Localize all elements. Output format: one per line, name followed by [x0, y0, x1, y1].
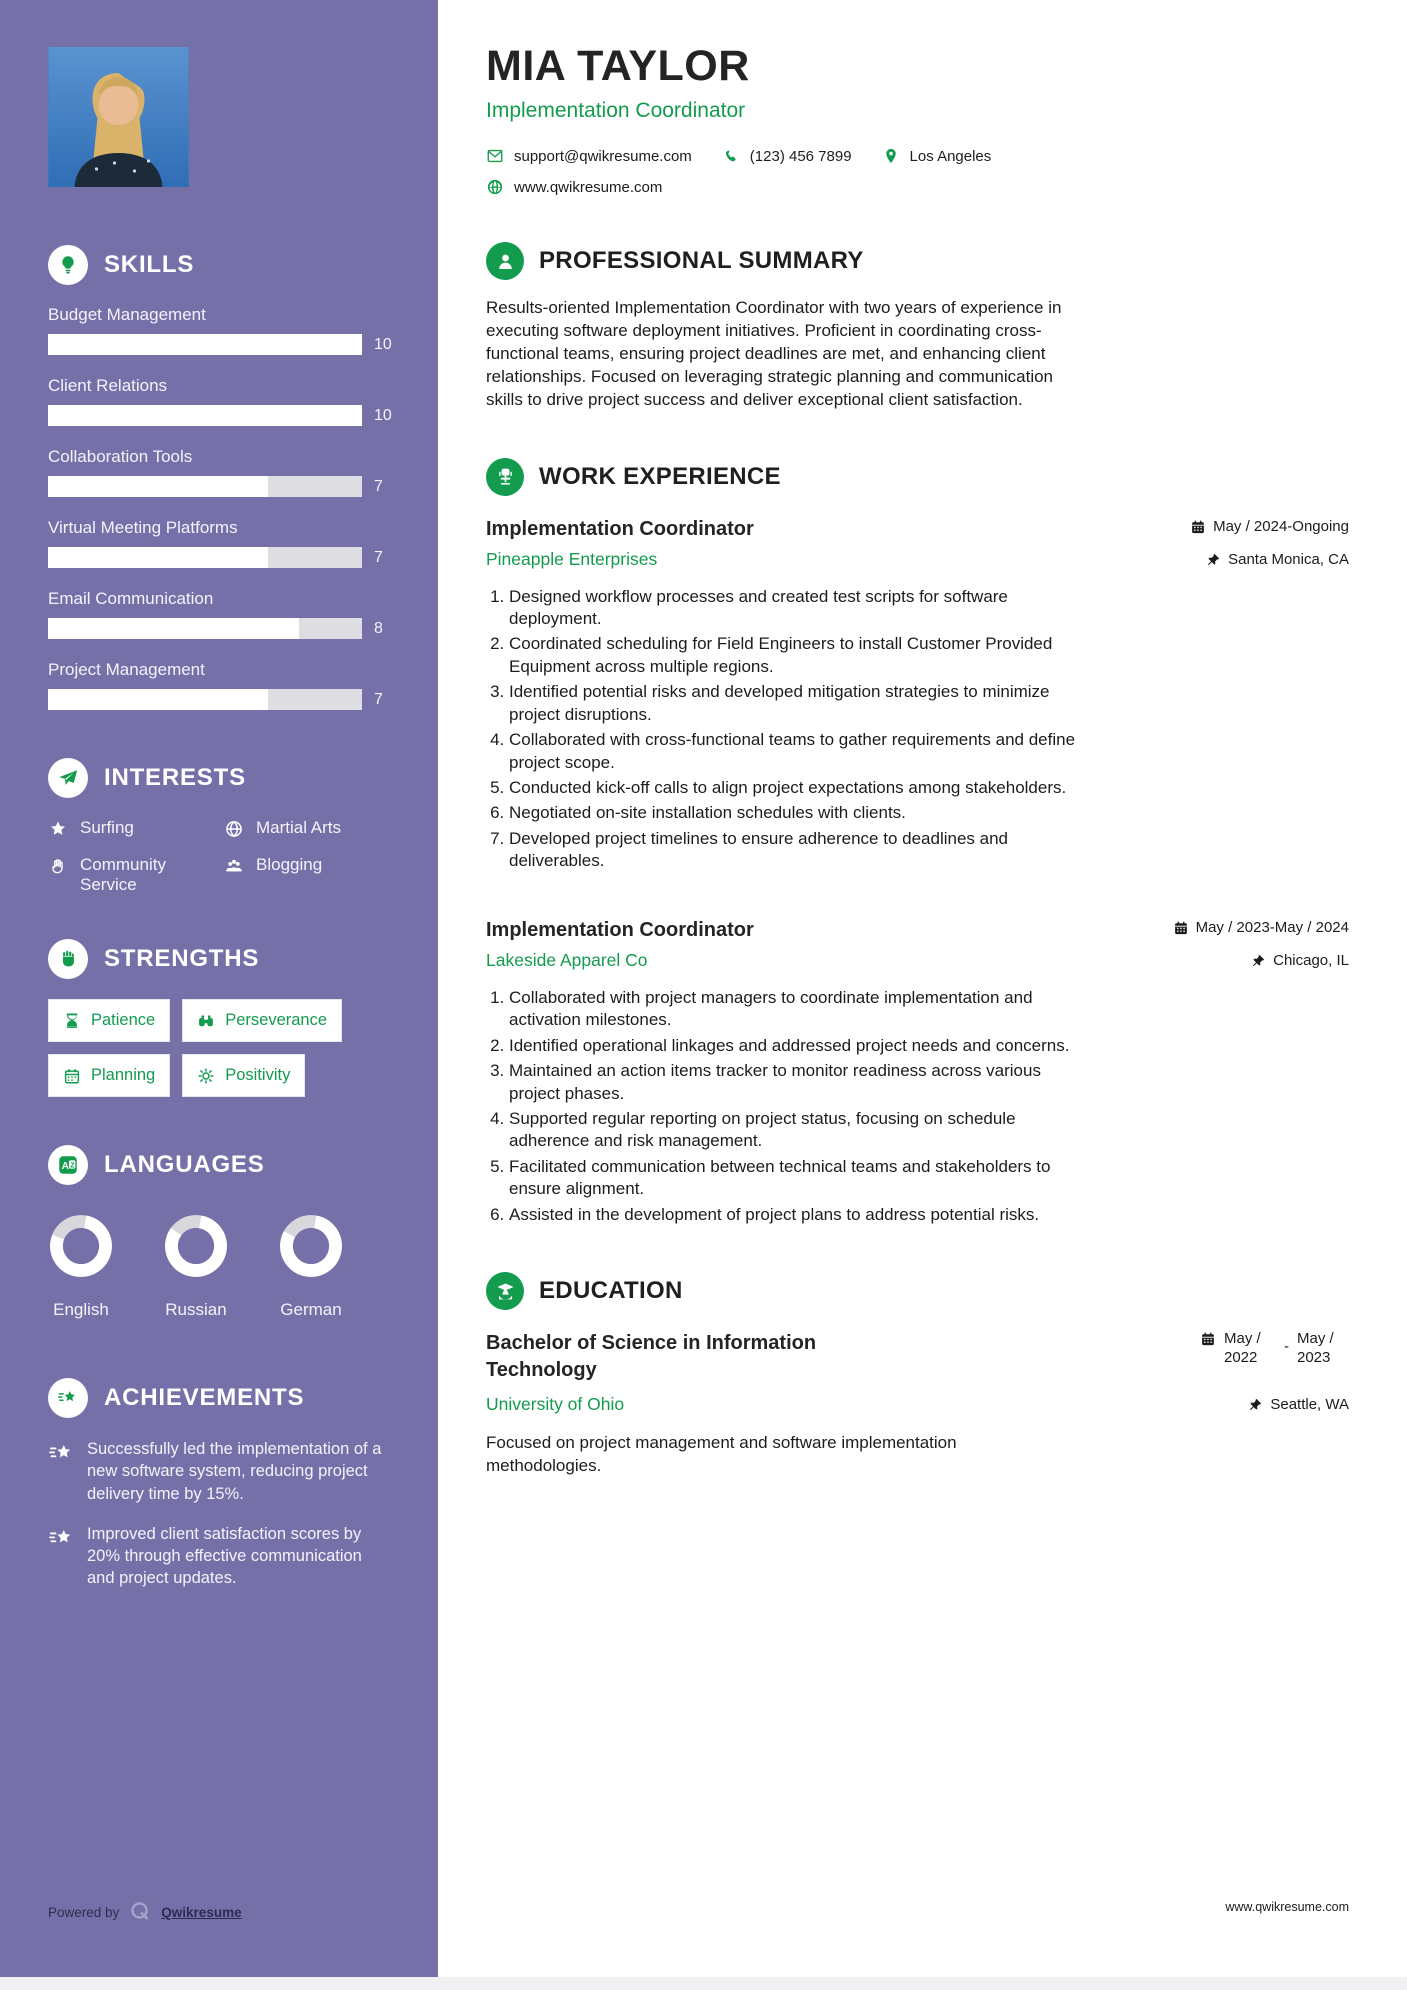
website-row	[486, 178, 1349, 196]
job-bullet: 2. Coordinated scheduling for Field Engineers to install Customer Provided Equipment across multiple regions.	[509, 633, 1078, 678]
skill-bar-fill	[48, 547, 268, 568]
language-donut-chart	[48, 1213, 114, 1284]
achievement-text: Successfully led the implementation of a new software system, reducing project delivery time by 15%.	[87, 1440, 382, 1503]
job-bullet: 1. Designed workflow processes and created test scripts for software deployment.	[509, 586, 1078, 631]
graduate-icon	[495, 1281, 516, 1302]
skill-bar	[48, 689, 362, 710]
summary-section	[486, 242, 1349, 412]
job-entry	[486, 919, 1349, 1226]
binoculars-icon	[197, 1012, 215, 1030]
pushpin-icon	[1205, 552, 1221, 568]
phone-icon	[722, 147, 740, 165]
skill-item	[48, 447, 400, 497]
sidebar	[0, 0, 438, 1990]
summary-text: Results-oriented Implementation Coordinator with two years of experience in executing software deployment initiatives. Proficient in coordinating cross-functional teams, ensuring project deadlines are met, and enhancing client relationships. Focused on leveraging strategic planning and communication skills to drive project success and deliver exceptional client satisfaction.	[486, 298, 1062, 410]
education-title: EDUCATION	[539, 1277, 683, 1305]
achievements-section	[48, 1378, 400, 1590]
qwikresume-logo-icon	[128, 1900, 152, 1924]
language-label: English	[53, 1300, 109, 1319]
job-bullet: 4. Supported regular reporting on project status, focusing on schedule adherence and risk management.	[509, 1108, 1078, 1153]
interest-label: Surfing	[80, 818, 134, 837]
skill-value: 8	[374, 619, 383, 637]
globe-icon	[486, 178, 504, 196]
job-bullet: 5. Facilitated communication between technical teams and stakeholders to ensure alignment.	[509, 1156, 1078, 1201]
svg-text:Z: Z	[70, 1160, 75, 1170]
languages-list	[48, 1213, 400, 1320]
profile-photo-placeholder	[48, 47, 189, 187]
interest-item	[224, 818, 400, 839]
achievement-item	[48, 1523, 393, 1590]
job-title: Implementation Coordinator	[486, 517, 754, 540]
job-bullet-list	[486, 987, 1078, 1226]
globe-icon	[224, 819, 244, 839]
skill-row	[48, 405, 400, 426]
skill-value: 7	[374, 690, 383, 708]
skill-label: Client Relations	[48, 376, 168, 395]
candidate-role: Implementation Coordinator	[486, 99, 746, 122]
interests-title: INTERESTS	[104, 764, 246, 791]
job-company: Pineapple Enterprises	[486, 548, 658, 569]
candidate-name: MIA TAYLOR	[486, 42, 750, 90]
job-bullet: 6. Negotiated on-site installation schedules with clients.	[509, 802, 1078, 824]
experience-title: WORK EXPERIENCE	[539, 462, 781, 490]
location-icon	[882, 147, 900, 165]
powered-by	[48, 1900, 242, 1924]
calendar-icon	[1173, 920, 1189, 936]
footer-website: www.qwikresume.com	[1225, 1900, 1349, 1914]
languages-section	[48, 1145, 400, 1320]
language-label: German	[280, 1300, 342, 1319]
skill-row	[48, 547, 400, 568]
school-name: University of Ohio	[486, 1394, 625, 1415]
strengths-title: STRENGTHS	[104, 945, 260, 972]
skill-label: Collaboration Tools	[48, 447, 193, 466]
job-company: Lakeside Apparel Co	[486, 949, 648, 970]
language-donut-chart	[163, 1213, 229, 1284]
skill-item	[48, 376, 400, 426]
skill-bar-fill	[48, 405, 362, 426]
fist-icon	[57, 948, 79, 970]
paper-plane-icon	[57, 767, 79, 789]
contact-row	[486, 147, 1349, 165]
skill-value: 10	[374, 406, 392, 424]
achievements-title: ACHIEVEMENTS	[104, 1384, 305, 1411]
skill-bar-fill	[48, 334, 362, 355]
interests-section	[48, 758, 400, 895]
job-date: May / 2024-Ongoing	[1190, 518, 1349, 535]
skill-item	[48, 660, 400, 710]
calendar-icon	[1190, 519, 1206, 535]
job-bullet: 6. Assisted in the development of project plans to address potential risks.	[509, 1204, 1078, 1226]
language-item	[163, 1213, 229, 1320]
skill-bar	[48, 618, 362, 639]
skill-label: Project Management	[48, 660, 205, 679]
interest-label: Blogging	[256, 855, 323, 874]
skill-label: Virtual Meeting Platforms	[48, 518, 238, 537]
language-item	[48, 1213, 114, 1320]
skill-bar	[48, 334, 362, 355]
skill-value: 10	[374, 335, 392, 353]
skill-row	[48, 334, 400, 355]
main-content	[438, 0, 1407, 1990]
translate-icon	[57, 1154, 79, 1176]
skill-value: 7	[374, 477, 383, 495]
job-bullet: 1. Collaborated with project managers to coordinate implementation and activation milestones.	[509, 987, 1078, 1032]
job-location: Santa Monica, CA	[1205, 551, 1349, 568]
job-bullet: 3. Maintained an action items tracker to monitor readiness across various project phases.	[509, 1060, 1078, 1105]
skill-row	[48, 689, 400, 710]
skill-item	[48, 305, 400, 355]
degree-title: Bachelor of Science in Information Technology	[486, 1332, 817, 1382]
job-bullet-list	[486, 586, 1078, 873]
education-date: May / 2022 - May / 2023	[1200, 1330, 1349, 1368]
strengths-section	[48, 939, 400, 1097]
phone-number: (123) 456 7899	[749, 147, 852, 165]
sun-icon	[197, 1067, 215, 1085]
strength-chip	[182, 1054, 305, 1097]
skill-label: Budget Management	[48, 305, 206, 324]
website-link[interactable]: www.qwikresume.com	[514, 178, 663, 196]
job-entry	[486, 518, 1349, 873]
languages-title: LANGUAGES	[104, 1151, 265, 1178]
email-link[interactable]: support@qwikresume.com	[514, 147, 692, 165]
shooting-star-icon	[57, 1387, 79, 1409]
interest-label: Community Service	[80, 855, 166, 894]
education-note: Focused on project management and software implementation methodologies.	[486, 1433, 957, 1476]
skill-label: Email Communication	[48, 589, 214, 608]
interest-item	[224, 855, 400, 895]
strength-label: Planning	[91, 1066, 156, 1084]
pushpin-icon	[1250, 953, 1266, 969]
language-donut-chart	[278, 1213, 344, 1284]
skill-bar	[48, 405, 362, 426]
star-icon	[48, 819, 68, 839]
strength-label: Positivity	[225, 1066, 291, 1084]
email-icon	[486, 147, 504, 165]
lightbulb-icon	[57, 254, 79, 276]
language-label: Russian	[165, 1300, 227, 1319]
qwikresume-link[interactable]: Qwikresume	[161, 1904, 242, 1920]
skill-row	[48, 476, 400, 497]
language-item	[278, 1213, 344, 1320]
job-bullet: 2. Identified operational linkages and addressed project needs and concerns.	[509, 1035, 1078, 1057]
job-location: Chicago, IL	[1250, 952, 1349, 969]
skill-bar-fill	[48, 476, 268, 497]
skills-section	[48, 245, 400, 710]
calendar-icon	[63, 1067, 81, 1085]
shooting-star-icon	[48, 1525, 75, 1552]
powered-by-label: Powered by	[48, 1904, 120, 1920]
skill-bar	[48, 547, 362, 568]
job-bullet: 7. Developed project timelines to ensure adherence to deadlines and deliverables.	[509, 828, 1078, 873]
location-text: Los Angeles	[909, 147, 992, 165]
person-icon	[495, 251, 516, 272]
strength-label: Perseverance	[225, 1011, 328, 1029]
interests-list	[48, 818, 400, 895]
job-bullet: 3. Identified potential risks and developed mitigation strategies to minimize project disruptions.	[509, 681, 1078, 726]
summary-title: PROFESSIONAL SUMMARY	[539, 247, 864, 274]
strength-chip	[182, 999, 342, 1042]
achievements-list	[48, 1438, 400, 1590]
skills-list	[48, 305, 400, 710]
education-location: Seattle, WA	[1247, 1396, 1349, 1413]
profile-photo	[48, 47, 189, 187]
users-icon	[224, 856, 244, 876]
achievement-item	[48, 1438, 393, 1505]
skills-title: SKILLS	[104, 251, 195, 278]
skill-value: 7	[374, 548, 383, 566]
experience-section	[486, 458, 1349, 1227]
strengths-list	[48, 999, 368, 1097]
job-date: May / 2023-May / 2024	[1173, 919, 1349, 936]
strength-label: Patience	[91, 1011, 156, 1029]
pushpin-icon	[1247, 1397, 1263, 1413]
skill-bar-fill	[48, 689, 268, 710]
job-bullet: 4. Collaborated with cross-functional teams to gather requirements and define project scope.	[509, 729, 1078, 774]
skill-item	[48, 589, 400, 639]
office-chair-icon	[495, 466, 516, 487]
interest-item	[48, 855, 224, 895]
strength-chip	[48, 999, 170, 1042]
skill-bar	[48, 476, 362, 497]
interest-item	[48, 818, 224, 839]
calendar-icon	[1200, 1331, 1216, 1347]
shooting-star-icon	[48, 1440, 75, 1467]
education-section	[486, 1272, 1349, 1477]
hand-icon	[48, 856, 68, 876]
strength-chip	[48, 1054, 170, 1097]
interest-label: Martial Arts	[256, 818, 342, 837]
svg-text:A: A	[61, 1161, 69, 1173]
job-title: Implementation Coordinator	[486, 918, 754, 941]
skill-item	[48, 518, 400, 568]
achievement-text: Improved client satisfaction scores by 20% through effective communication and project updates.	[87, 1524, 362, 1588]
hourglass-icon	[63, 1012, 81, 1030]
page-bottom-strip	[0, 1977, 1407, 1990]
skill-row	[48, 618, 400, 639]
skill-bar-fill	[48, 618, 299, 639]
job-bullet: 5. Conducted kick-off calls to align project expectations among stakeholders.	[509, 777, 1078, 799]
